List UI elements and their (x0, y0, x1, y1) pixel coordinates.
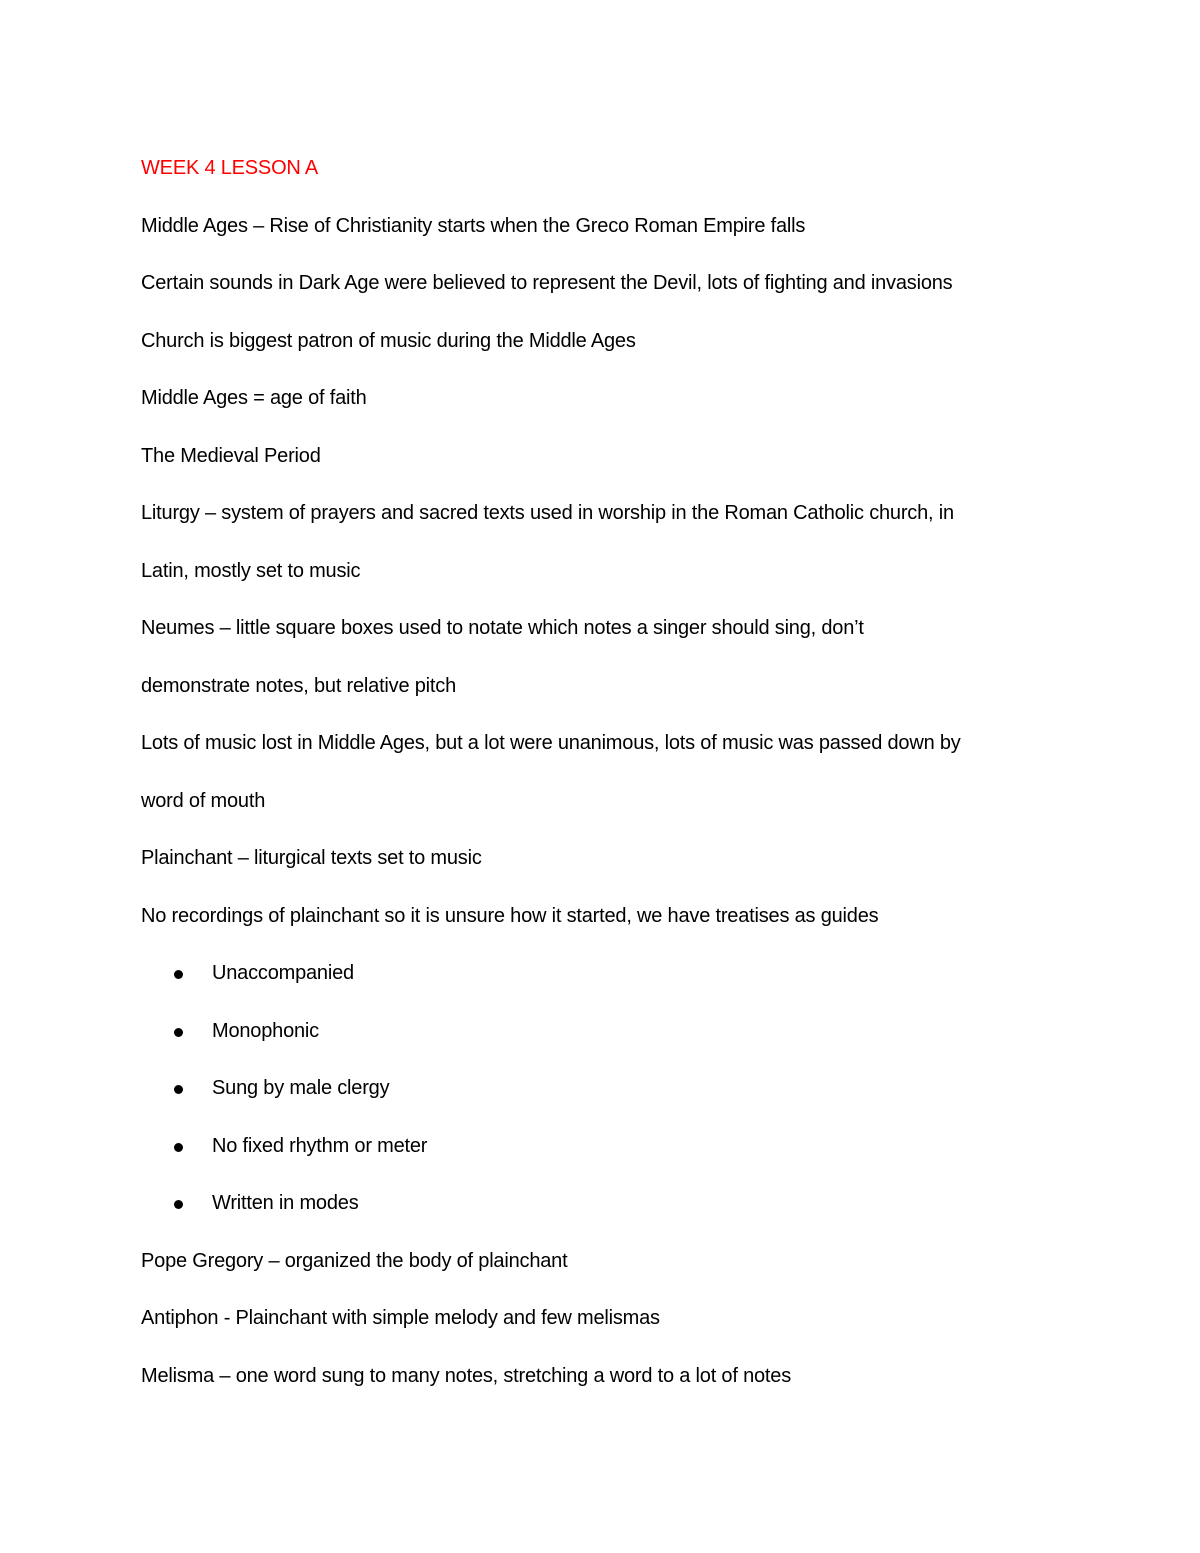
text-line: Certain sounds in Dark Age were believed to represent the Devil, lots of fighting and invasions (141, 272, 953, 294)
text-line: Church is biggest patron of music during the Middle Ages (141, 329, 636, 352)
text-line: Liturgy – system of prayers and sacred texts used in worship in the Roman Catholic church, in (141, 502, 954, 524)
bullet-icon (174, 1200, 183, 1209)
document-body (141, 140, 1061, 1405)
bullet-item (141, 1003, 1061, 1061)
bullet-item (141, 1060, 1061, 1118)
bullet-text: Written in modes (212, 1192, 359, 1214)
bullet-item (141, 1118, 1061, 1176)
bullet-icon (174, 1143, 183, 1152)
text-line: Latin, mostly set to music (141, 559, 361, 582)
bullet-text: No fixed rhythm or meter (212, 1134, 428, 1157)
bullet-icon (174, 970, 183, 979)
lesson-heading: WEEK 4 LESSON A (141, 157, 319, 179)
text-line: Lots of music lost in Middle Ages, but a lot were unanimous, lots of music was passed down by (141, 732, 961, 754)
text-line: Antiphon - Plainchant with simple melody and few melismas (141, 1307, 660, 1329)
text-line: Middle Ages – Rise of Christianity starts when the Greco Roman Empire falls (141, 214, 806, 237)
bullet-list (141, 945, 1061, 1233)
bullet-text: Monophonic (212, 1019, 319, 1042)
text-line: Pope Gregory – organized the body of plainchant (141, 1249, 568, 1272)
text-line: No recordings of plainchant so it is unsure how it started, we have treatises as guides (141, 904, 879, 927)
bullet-item (141, 1175, 1061, 1233)
text-line: The Medieval Period (141, 444, 321, 467)
text-line: Melisma – one word sung to many notes, stretching a word to a lot of notes (141, 1364, 791, 1387)
text-line: word of mouth (141, 789, 266, 812)
bullet-item (141, 945, 1061, 1003)
bullet-icon (174, 1028, 183, 1037)
bullet-icon (174, 1085, 183, 1094)
text-line: Neumes – little square boxes used to notate which notes a singer should sing, don’t (141, 617, 864, 639)
text-line: Middle Ages = age of faith (141, 387, 367, 409)
bullet-text: Sung by male clergy (212, 1077, 390, 1099)
bullet-text: Unaccompanied (212, 962, 354, 984)
text-line: Plainchant – liturgical texts set to music (141, 847, 482, 869)
text-line: demonstrate notes, but relative pitch (141, 674, 457, 697)
